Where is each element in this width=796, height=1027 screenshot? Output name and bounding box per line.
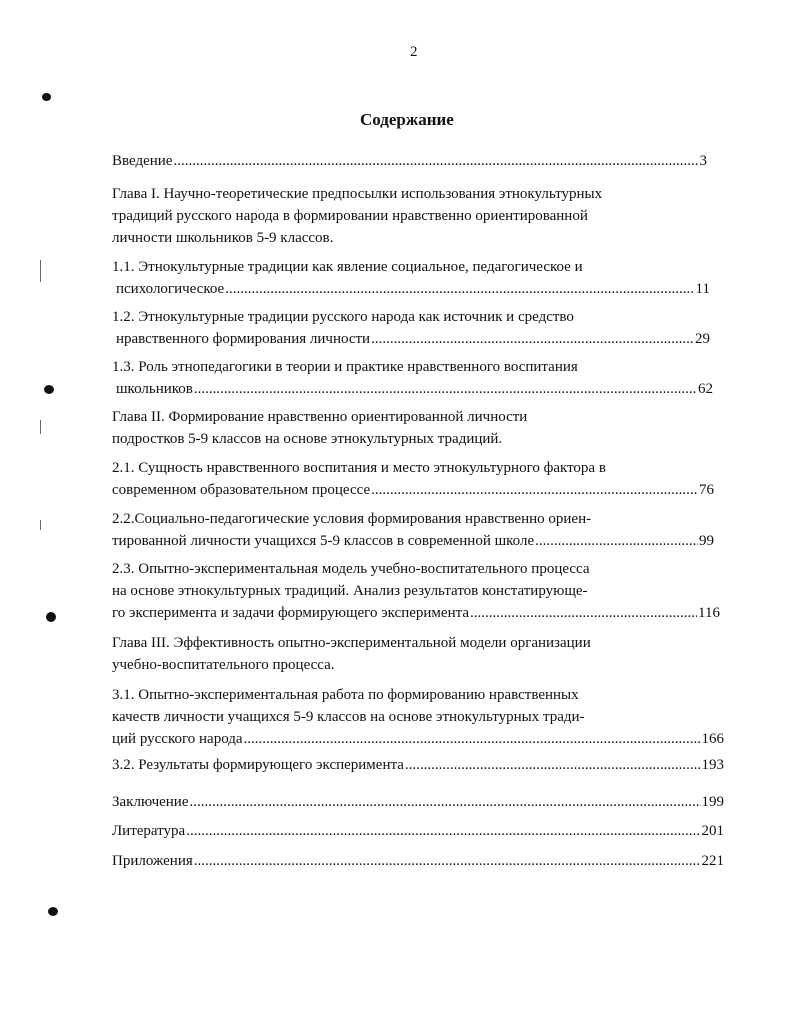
toc-entry-3-1[interactable] bbox=[112, 684, 724, 750]
scan-spot bbox=[46, 612, 56, 622]
toc-chapter-line: личности школьников 5-9 классов. bbox=[112, 230, 334, 246]
toc-entry-label: тированной личности учащихся 5-9 классов в современной школе bbox=[112, 533, 535, 549]
toc-entry-label: современном образовательном процессе bbox=[112, 482, 371, 498]
toc-entry-1-3[interactable] bbox=[112, 356, 713, 400]
toc-entry-2-2[interactable] bbox=[112, 508, 714, 552]
toc-chapter-2[interactable] bbox=[112, 406, 527, 450]
toc-entry-line: 1.3. Роль этнопедагогики в теории и практике нравственного воспитания bbox=[112, 359, 578, 375]
toc-entry-appendix[interactable] bbox=[112, 850, 724, 872]
toc-chapter-1[interactable] bbox=[112, 183, 602, 249]
toc-entry-line: 1.2. Этнокультурные традиции русского народа как источник и средство bbox=[112, 309, 574, 325]
toc-page-number: 201 bbox=[701, 823, 724, 839]
toc-entry-label: 3.2. Результаты формирующего эксперимента bbox=[112, 757, 404, 773]
toc-entry-line: 1.1. Этнокультурные традиции как явление социальное, педагогическое и bbox=[112, 259, 583, 275]
toc-chapter-line: Глава I. Научно-теоретические предпосылки использования этнокультурных bbox=[112, 186, 603, 202]
dot-leader bbox=[405, 754, 701, 776]
toc-entry-literature[interactable] bbox=[112, 820, 724, 842]
toc-entry-label: Введение bbox=[112, 153, 173, 169]
toc-entry-label: Приложения bbox=[112, 853, 193, 869]
toc-title: Содержание bbox=[360, 110, 454, 129]
scan-speck bbox=[40, 420, 41, 434]
toc-entry-line: качеств личности учащихся 5-9 классов на основе этнокультурных тради- bbox=[112, 709, 585, 725]
toc-entry-line: на основе этнокультурных традиций. Анализ результатов констатирующе- bbox=[112, 583, 588, 599]
toc-chapter-3[interactable] bbox=[112, 632, 591, 676]
toc-page-number: 76 bbox=[699, 482, 714, 498]
toc-entry-label: ций русского народа bbox=[112, 731, 243, 747]
page-number: 2 bbox=[410, 44, 418, 60]
dot-leader bbox=[470, 602, 697, 624]
scan-spot bbox=[48, 907, 58, 916]
dot-leader bbox=[194, 850, 701, 872]
scan-spot bbox=[42, 93, 51, 101]
toc-entry-2-3[interactable] bbox=[112, 558, 720, 624]
dot-leader bbox=[190, 791, 701, 813]
toc-chapter-line: Глава III. Эффективность опытно-экспериментальной модели организации bbox=[112, 635, 591, 651]
toc-page-number: 11 bbox=[695, 281, 710, 297]
toc-page-number: 29 bbox=[695, 331, 710, 347]
toc-chapter-line: учебно-воспитательного процесса. bbox=[112, 657, 335, 673]
toc-page-number: 116 bbox=[698, 605, 720, 621]
toc-entry-1-1[interactable] bbox=[112, 256, 710, 300]
dot-leader bbox=[186, 820, 700, 842]
dot-leader bbox=[371, 328, 694, 350]
toc-page-number: 166 bbox=[701, 731, 724, 747]
toc-entry-label: психологическое bbox=[116, 281, 225, 297]
scan-speck bbox=[40, 520, 41, 530]
toc-entry-label: го эксперимента и задачи формирующего эксперимента bbox=[112, 605, 469, 621]
toc-entry-line: 3.1. Опытно-экспериментальная работа по формированию нравственных bbox=[112, 687, 579, 703]
toc-page-number: 99 bbox=[699, 533, 714, 549]
toc-entry-line: 2.2.Социально-педагогические условия формирования нравственно ориен- bbox=[112, 511, 592, 527]
toc-page-number: 62 bbox=[698, 381, 713, 397]
toc-chapter-line: подростков 5-9 классов на основе этнокультурных традиций. bbox=[112, 431, 503, 447]
toc-entry-conclusion[interactable] bbox=[112, 791, 724, 813]
toc-entry-line: 2.3. Опытно-экспериментальная модель учебно-воспитательного процесса bbox=[112, 561, 590, 577]
toc-entry-3-2[interactable] bbox=[112, 754, 724, 776]
toc-entry-label: Заключение bbox=[112, 794, 189, 810]
toc-entry-line: 2.1. Сущность нравственного воспитания и место этнокультурного фактора в bbox=[112, 460, 606, 476]
dot-leader bbox=[173, 150, 698, 172]
toc-page-number: 3 bbox=[699, 153, 707, 169]
toc-page-number: 221 bbox=[701, 853, 724, 869]
toc-page-number: 193 bbox=[701, 757, 724, 773]
scan-spot bbox=[44, 385, 54, 394]
toc-page-number: 199 bbox=[701, 794, 724, 810]
toc-entry-label: Литература bbox=[112, 823, 186, 839]
dot-leader bbox=[371, 479, 698, 501]
toc-chapter-line: традиций русского народа в формировании нравственно ориентированной bbox=[112, 208, 588, 224]
toc-entry-1-2[interactable] bbox=[112, 306, 710, 350]
toc-entry-2-1[interactable] bbox=[112, 457, 714, 501]
dot-leader bbox=[244, 728, 701, 750]
dot-leader bbox=[535, 530, 698, 552]
toc-entry-label: нравственного формирования личности bbox=[116, 331, 371, 347]
dot-leader bbox=[194, 378, 697, 400]
toc-chapter-line: Глава II. Формирование нравственно ориентированной личности bbox=[112, 409, 528, 425]
dot-leader bbox=[225, 278, 694, 300]
scan-speck bbox=[40, 260, 41, 282]
toc-entry-label: школьников bbox=[116, 381, 193, 397]
toc-entry-intro[interactable] bbox=[112, 150, 707, 172]
